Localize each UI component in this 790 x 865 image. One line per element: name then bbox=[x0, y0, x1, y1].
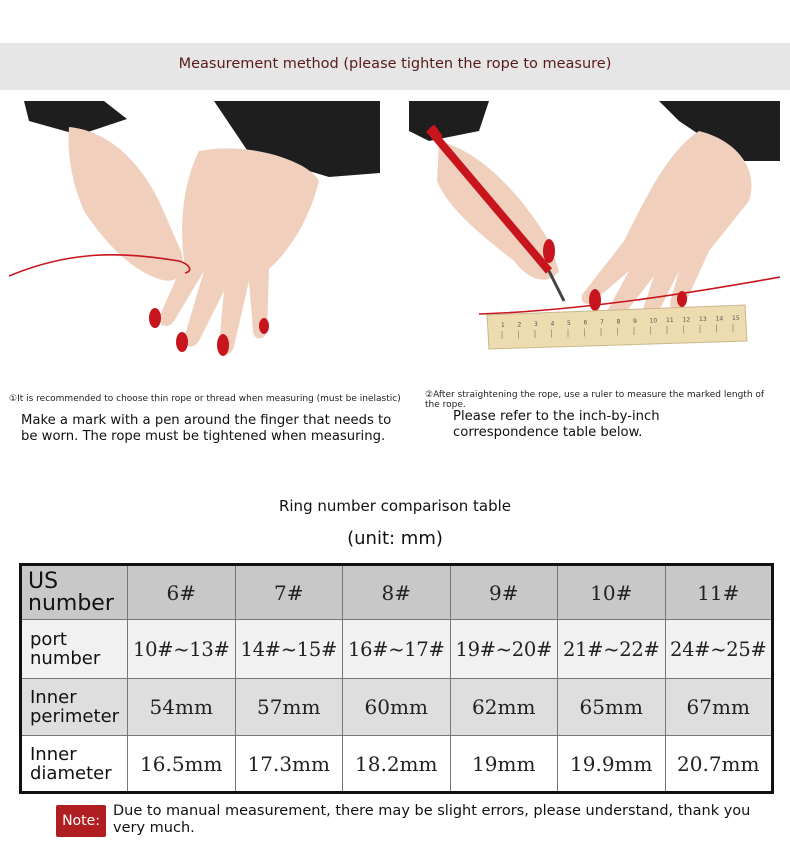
table-unit: (unit: mm) bbox=[347, 528, 443, 549]
table-title: Ring number comparison table bbox=[278, 497, 512, 515]
ruler-number: 15 bbox=[732, 315, 740, 322]
table-cell: 17.3mm bbox=[235, 736, 343, 793]
table-row bbox=[21, 736, 773, 793]
table-cell: 6# bbox=[128, 565, 236, 620]
table-cell: 9# bbox=[450, 565, 558, 620]
page-title: Measurement method (please tighten the rope to measure) bbox=[178, 56, 612, 72]
table-cell: 57mm bbox=[235, 679, 343, 736]
ruler-number: 5 bbox=[567, 320, 571, 327]
table-cell: 19#~20# bbox=[450, 620, 558, 679]
note-text: Due to manual measurement, there may be slight errors, please understand, thank you very much. bbox=[113, 803, 751, 836]
step-1-note: ①It is recommended to choose thin rope or thread when measuring (must be inelastic) bbox=[9, 394, 401, 404]
table-cell: 11# bbox=[665, 565, 773, 620]
table-cell: 14#~15# bbox=[235, 620, 343, 679]
table-cell: 60mm bbox=[343, 679, 451, 736]
photo-ruler-measure bbox=[409, 101, 780, 373]
table-cell: 65mm bbox=[558, 679, 666, 736]
ruler-number: 13 bbox=[699, 316, 707, 323]
table-cell: 67mm bbox=[665, 679, 773, 736]
row-header-port-number: port number bbox=[21, 620, 128, 679]
ruler-number: 7 bbox=[600, 319, 604, 326]
table-cell: 54mm bbox=[128, 679, 236, 736]
ruler-number: 12 bbox=[682, 316, 691, 324]
row-header-inner-diameter: Inner diameter bbox=[21, 736, 128, 793]
table-cell: 24#~25# bbox=[665, 620, 773, 679]
hands-illustration-left bbox=[9, 101, 380, 373]
table-cell: 8# bbox=[343, 565, 451, 620]
table-cell: 19.9mm bbox=[558, 736, 666, 793]
step-2-text: Please refer to the inch-by-inch correspondence table below. bbox=[453, 409, 660, 440]
row-header-us-number: US number bbox=[21, 565, 128, 620]
ruler-number: 14 bbox=[715, 315, 724, 323]
ruler-number: 11 bbox=[666, 317, 674, 324]
ruler-number: 8 bbox=[616, 318, 621, 326]
table-row bbox=[21, 679, 773, 736]
step-2-note: ②After straightening the rope, use a ruler to measure the marked length of the rope. bbox=[425, 390, 765, 410]
hands-illustration-right bbox=[409, 101, 780, 373]
table-cell: 21#~22# bbox=[558, 620, 666, 679]
table-cell: 18.2mm bbox=[343, 736, 451, 793]
photo-rope-around-finger bbox=[9, 101, 380, 373]
ruler-number: 1 bbox=[501, 322, 505, 329]
table-cell: 19mm bbox=[450, 736, 558, 793]
ruler-number: 10 bbox=[649, 317, 658, 325]
table-cell: 10#~13# bbox=[128, 620, 236, 679]
table-cell: 10# bbox=[558, 565, 666, 620]
table-cell: 7# bbox=[235, 565, 343, 620]
row-header-inner-perimeter: Inner perimeter bbox=[21, 679, 128, 736]
ruler-number: 6 bbox=[583, 319, 588, 327]
ruler-number: 4 bbox=[550, 320, 555, 328]
note-badge: Note: bbox=[56, 805, 106, 837]
table-cell: 16.5mm bbox=[128, 736, 236, 793]
table-cell: 16#~17# bbox=[343, 620, 451, 679]
table-cell: 62mm bbox=[450, 679, 558, 736]
ring-size-table bbox=[19, 563, 774, 794]
ruler-number: 3 bbox=[534, 321, 538, 328]
table-cell: 20.7mm bbox=[665, 736, 773, 793]
ruler-number: 2 bbox=[517, 321, 522, 329]
step-1-text: Make a mark with a pen around the finger that needs to be worn. The rope must be tightened when measuring. bbox=[21, 413, 392, 444]
table-row bbox=[21, 620, 773, 679]
table-row bbox=[21, 565, 773, 620]
ruler-number: 9 bbox=[633, 318, 637, 325]
